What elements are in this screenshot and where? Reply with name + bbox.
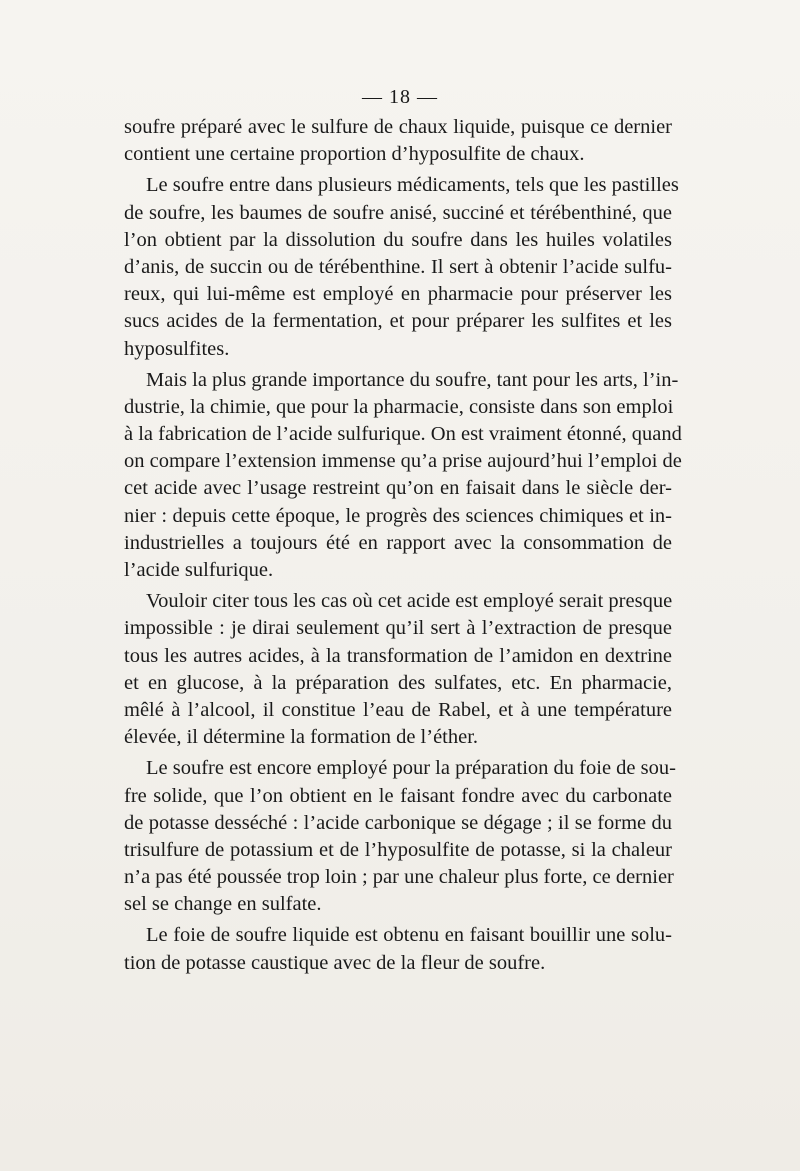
text-line: cet acide avec l’usage restreint qu’on en faisait dans le siècle der- — [124, 477, 672, 500]
body-text — [124, 114, 682, 977]
text-line: Le soufre est encore employé pour la préparation du foie de sou- — [146, 757, 676, 780]
page-number: — 18 — — [362, 86, 438, 108]
text-line: l’acide sulfurique. — [124, 559, 274, 581]
text-line: Le soufre entre dans plusieurs médicaments, tels que les pastilles — [146, 174, 679, 197]
text-line: impossible : je dirai seulement qu’il sert à l’extraction de presque — [124, 617, 672, 640]
text-line: contient une certaine proportion d’hyposulfite de chaux. — [124, 143, 585, 166]
text-line: hyposulfites. — [124, 337, 230, 360]
text-line: et en glucose, à la préparation des sulfates, etc. En pharmacie, — [124, 671, 672, 694]
text-line: dustrie, la chimie, que pour la pharmacie, consiste dans son emploi — [124, 395, 674, 418]
text-line: tous les autres acides, à la transformation de l’amidon en dextrine — [124, 644, 672, 667]
text-line: on compare l’extension immense qu’a prise aujourd’hui l’emploi de — [124, 450, 682, 473]
text-line: tion de potasse caustique avec de la fleur de soufre. — [124, 951, 546, 974]
text-line: fre solide, que l’on obtient en le faisant fondre avec du carbonate — [124, 784, 672, 807]
text-line: mêlé à l’alcool, il constitue l’eau de Rabel, et à une température — [124, 698, 672, 721]
text-line: nier : depuis cette époque, le progrès des sciences chimiques et in- — [124, 504, 672, 527]
text-line: d’anis, de succin ou de térébenthine. Il sert à obtenir l’acide sulfu- — [124, 255, 672, 278]
text-line: à la fabrication de l’acide sulfurique. On est vraiment étonné, quand — [124, 423, 682, 446]
text-line: de potasse desséché : l’acide carbonique se dégage ; il se forme du — [124, 811, 672, 834]
text-line: sel se change en sulfate. — [124, 893, 322, 916]
text-line: Le foie de soufre liquide est obtenu en faisant bouillir une solu- — [146, 924, 672, 947]
text-line: reux, qui lui-même est employé en pharmacie pour préserver les — [124, 283, 672, 306]
text-line: soufre préparé avec le sulfure de chaux liquide, puisque ce dernier — [124, 116, 672, 138]
text-line: l’on obtient par la dissolution du soufre dans les huiles volatiles — [124, 228, 672, 251]
text-line: industrielles a toujours été en rapport avec la consommation de — [124, 531, 672, 554]
text-line: Mais la plus grande importance du soufre, tant pour les arts, l’in- — [146, 368, 679, 391]
text-line: de soufre, les baumes de soufre anisé, succiné et térébenthiné, que — [124, 201, 672, 224]
text-line: sucs acides de la fermentation, et pour préparer les sulfites et les — [124, 310, 672, 333]
text-line: Vouloir citer tous les cas où cet acide est employé serait presque — [146, 590, 673, 613]
text-line: n’a pas été poussée trop loin ; par une chaleur plus forte, ce dernier — [124, 866, 674, 889]
text-line: trisulfure de potassium et de l’hyposulfite de potasse, si la chaleur — [124, 838, 672, 861]
text-line: élevée, il détermine la formation de l’éther. — [124, 726, 479, 749]
